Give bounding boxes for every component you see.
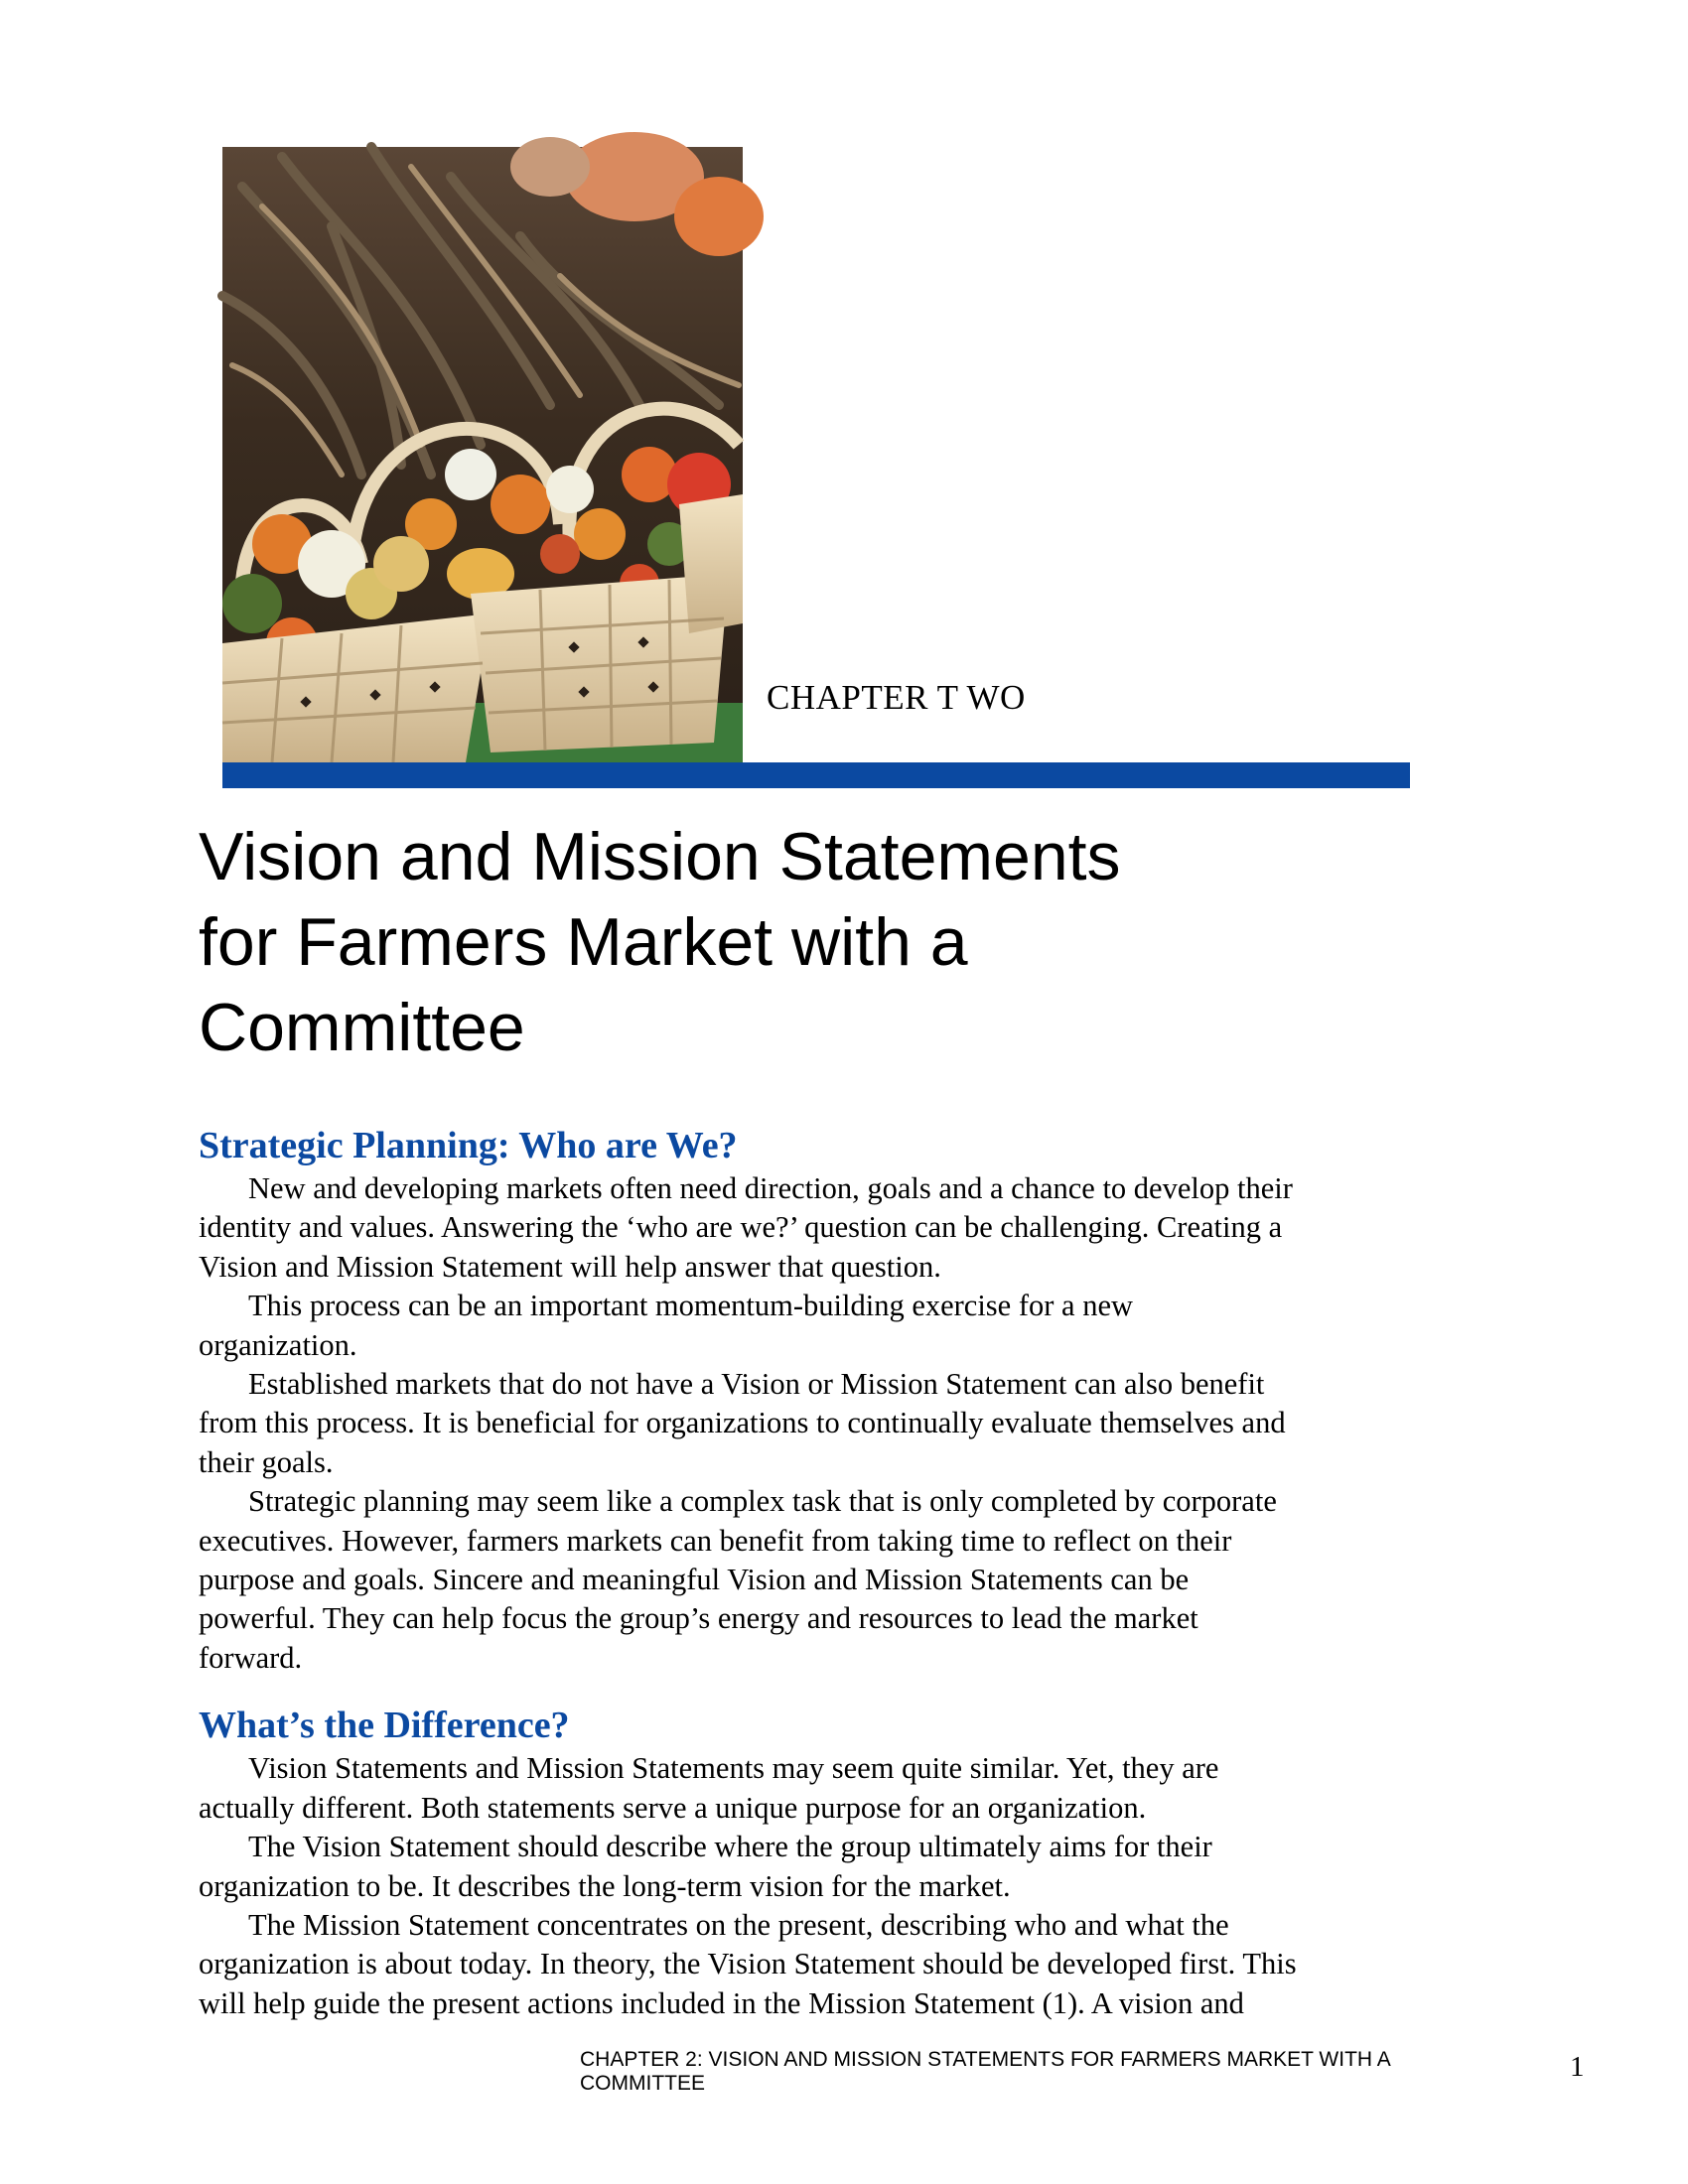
running-footer: CHAPTER 2: VISION AND MISSION STATEMENTS FOR FARMERS MARKET WITH A COMMITTEE (580, 2048, 1390, 2095)
text-line: powerful. They can help focus the group’s energy and resources to lead the market (199, 1601, 1198, 1636)
text-line: Established markets that do not have a Vision or Mission Statement can also benefit (248, 1367, 1265, 1402)
title-line: Committee (199, 990, 525, 1065)
title-line: Vision and Mission Statements (199, 819, 1121, 894)
paragraph (199, 1749, 1410, 1828)
text-line: Strategic planning may seem like a complex task that is only completed by corporate (248, 1484, 1277, 1519)
chapter-label: CHAPTER T WO (767, 678, 1026, 717)
page-title (199, 814, 1291, 1070)
text-line: from this process. It is beneficial for organizations to continually evaluate themselves and (199, 1406, 1286, 1440)
paragraph (199, 1365, 1410, 1482)
section-heading: What’s the Difference? (199, 1705, 570, 1747)
text-line: actually different. Both statements serve a unique purpose for an organization. (199, 1790, 1147, 1825)
text-line: forward. (199, 1640, 303, 1675)
page-number: 1 (1570, 2051, 1585, 2083)
blue-divider-bar (222, 762, 1410, 788)
text-line: their goals. (199, 1444, 334, 1479)
text-line: executives. However, farmers markets can benefit from taking time to reflect on their (199, 1523, 1232, 1558)
paragraph (199, 1906, 1410, 2023)
paragraph (199, 1169, 1410, 1287)
text-line: The Vision Statement should describe where the group ultimately aims for their (248, 1830, 1212, 1864)
paragraph (199, 1828, 1410, 1906)
section-heading: Strategic Planning: Who are We? (199, 1125, 738, 1166)
title-line: for Farmers Market with a (199, 904, 968, 980)
text-line: This process can be an important momentum-building exercise for a new (248, 1289, 1134, 1323)
gourd-baskets-illustration (222, 147, 743, 762)
text-line: organization is about today. In theory, the Vision Statement should be developed first. This (199, 1947, 1297, 1981)
text-line: organization. (199, 1327, 357, 1362)
text-line: organization to be. It describes the long-term vision for the market. (199, 1868, 1011, 1903)
text-line: identity and values. Answering the ‘who are we?’ question can be challenging. Creating a (199, 1210, 1283, 1245)
cover-photo (222, 147, 743, 762)
paragraph (199, 1287, 1410, 1365)
text-line: The Mission Statement concentrates on the present, describing who and what the (248, 1907, 1229, 1942)
body-content (199, 1122, 1410, 2023)
text-line: will help guide the present actions included in the Mission Statement (1). A vision and (199, 1985, 1244, 2020)
text-line: New and developing markets often need direction, goals and a chance to develop their (248, 1171, 1293, 1205)
section-spacer (199, 1678, 1410, 1702)
paragraph (199, 1482, 1410, 1678)
text-line: purpose and goals. Sincere and meaningful Vision and Mission Statements can be (199, 1563, 1190, 1597)
text-line: Vision Statements and Mission Statements may seem quite similar. Yet, they are (248, 1751, 1219, 1786)
text-line: Vision and Mission Statement will help answer that question. (199, 1249, 941, 1284)
